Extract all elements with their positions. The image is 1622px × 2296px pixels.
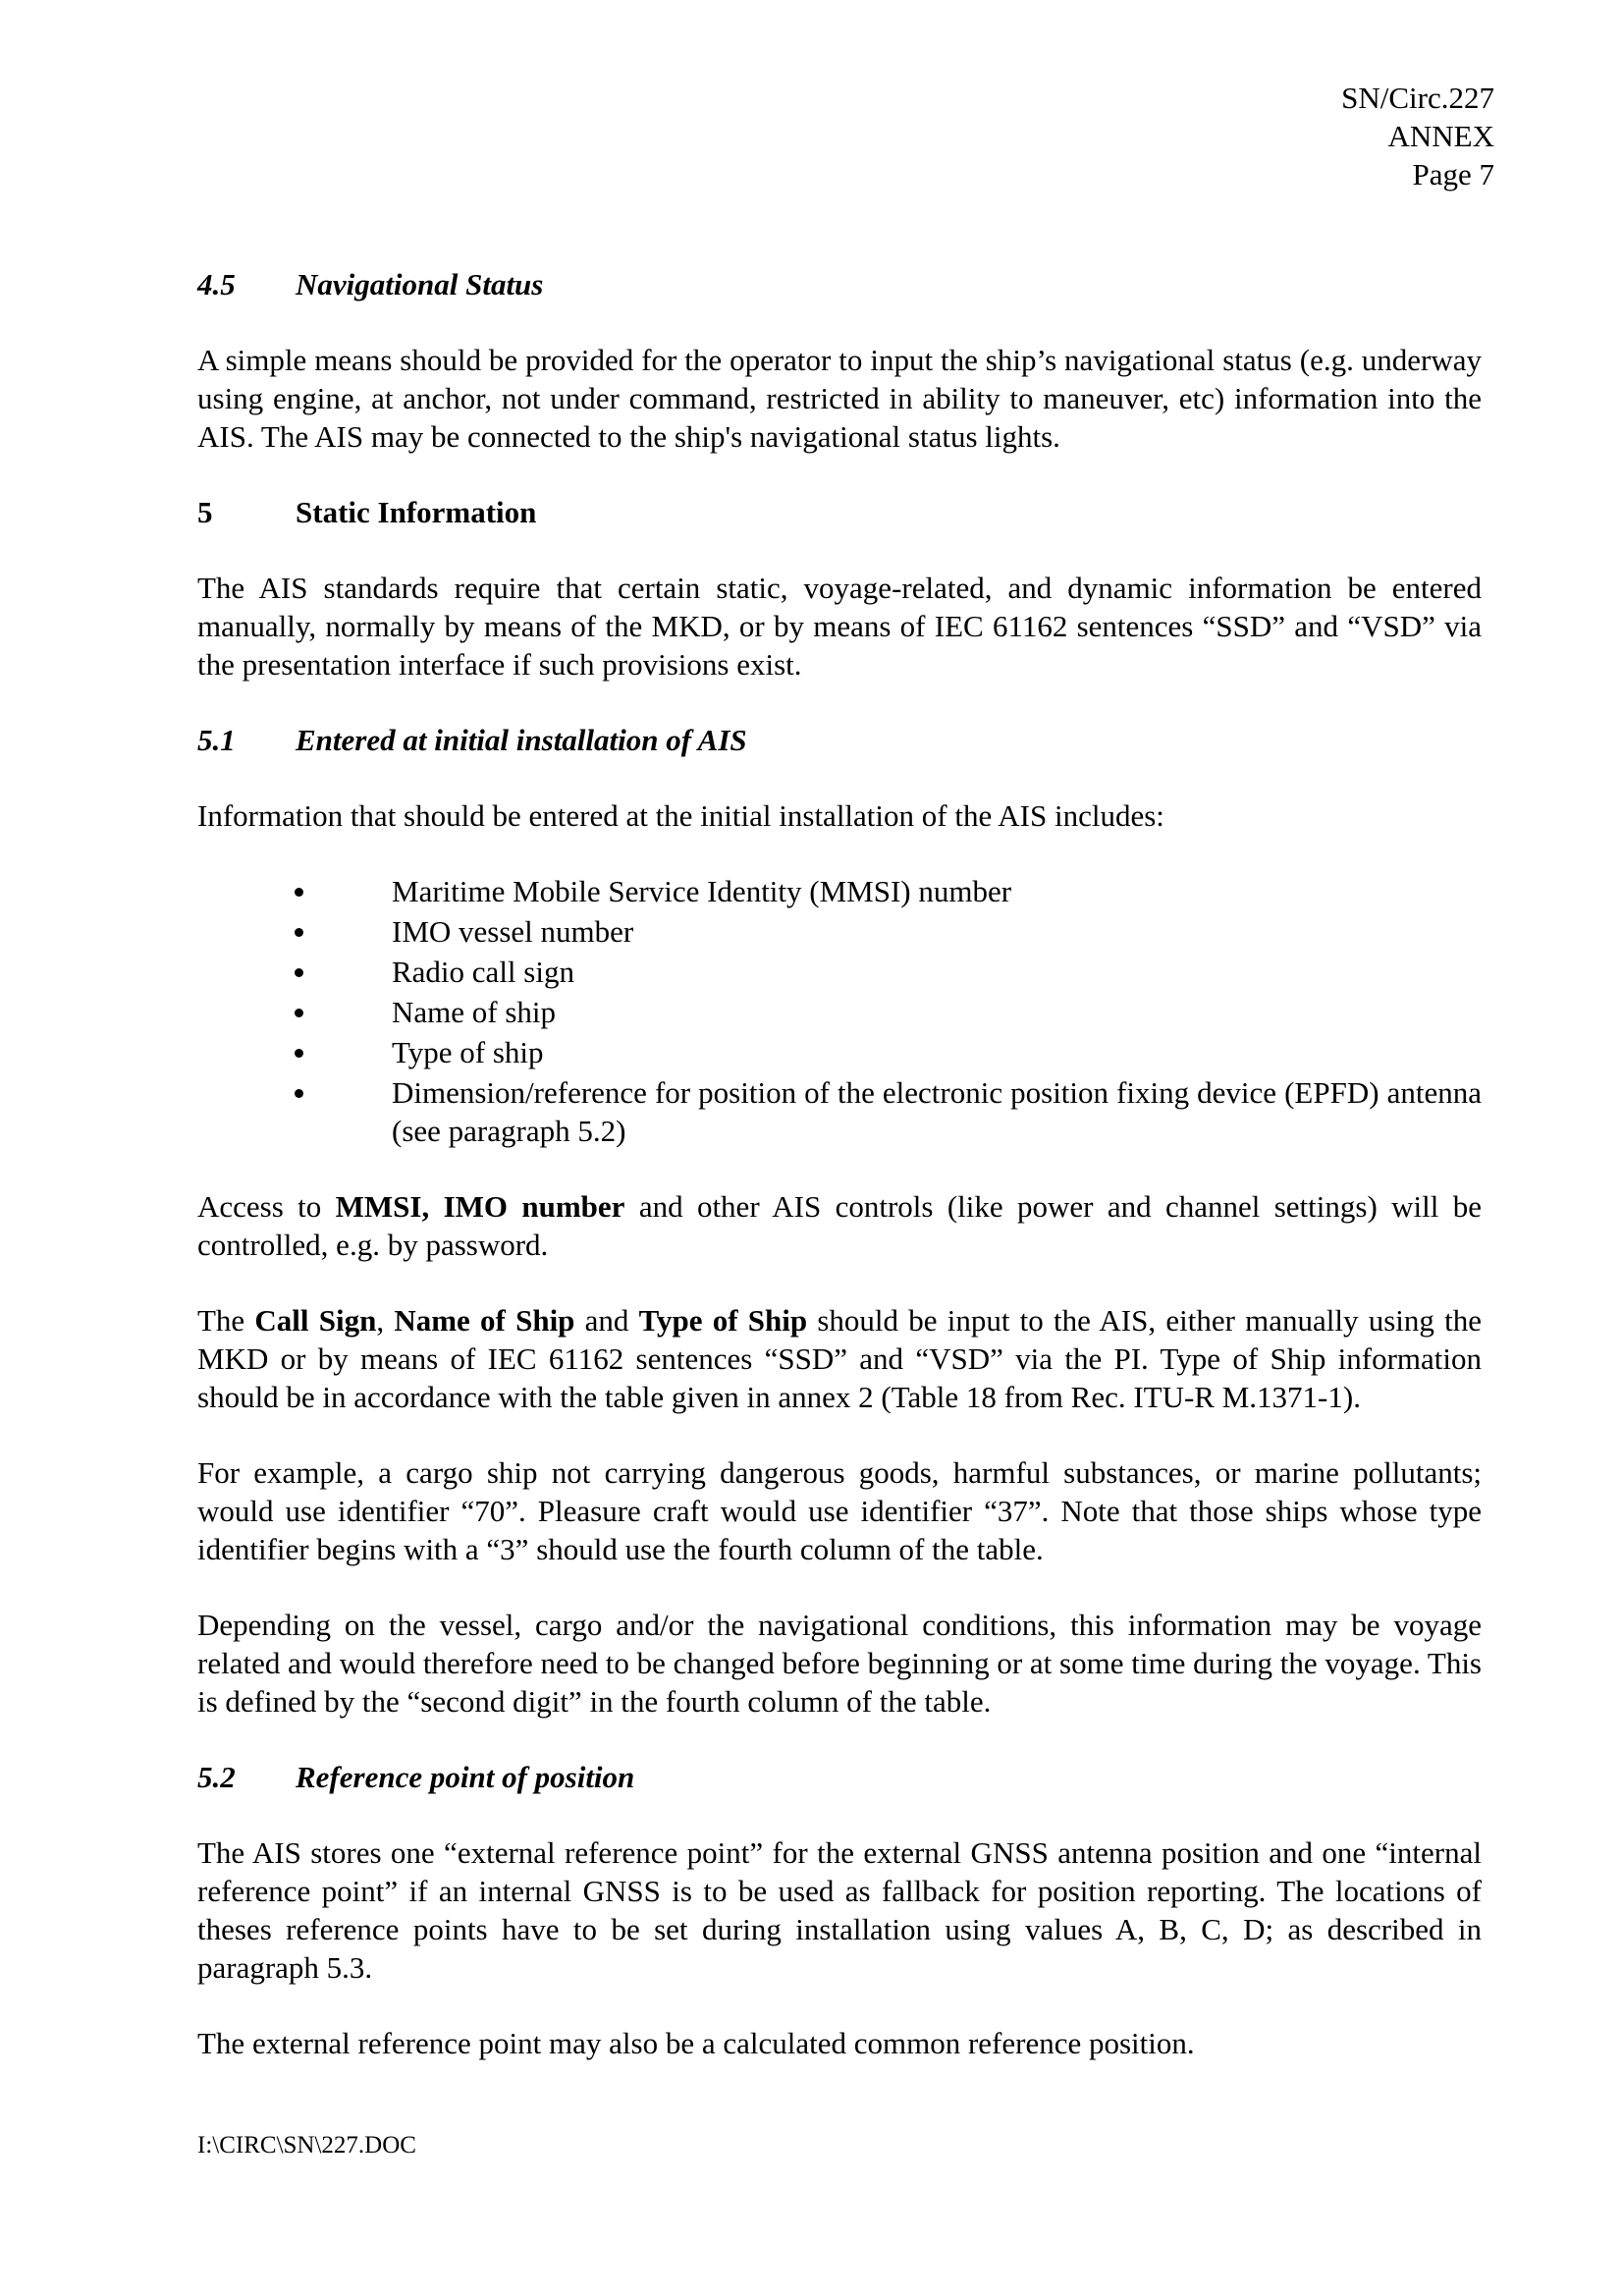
section-number: 4.5: [197, 267, 236, 301]
document-body: [197, 265, 1482, 2062]
header-circular-ref: SN/Circ.227: [1341, 81, 1494, 115]
section-heading-4-5: [197, 265, 1482, 303]
list-item: IMO vessel number: [197, 912, 1482, 951]
page-footer-path: I:\CIRC\SN\227.DOC: [197, 2132, 416, 2159]
header-annex: ANNEX: [1387, 119, 1494, 153]
paragraph-call-sign: The Call Sign, Name of Ship and Type of Ship should be input to the AIS, either manually using the MKD or by means of IEC 61162 sentences “SSD” and “VSD” via the PI. Type of Ship information should be in accordance with the table given in annex 2 (Table 18 from Rec. ITU-R M.1371-1).: [197, 1303, 1482, 1414]
section-number: 5.1: [197, 723, 236, 757]
paragraph-reference-points: The AIS stores one “external reference point” for the external GNSS antenna position and one “internal reference point” if an internal GNSS is to be used as fallback for position reporting. The locations of theses reference points have to be set during installation using values A, B, C, D; as described in paragraph 5.3.: [197, 1835, 1482, 1985]
section-heading-5-2: [197, 1758, 1482, 1796]
section-title: Entered at initial installation of AIS: [296, 723, 747, 757]
section-number: 5.2: [197, 1760, 236, 1794]
header-page-number: Page 7: [1412, 157, 1494, 191]
paragraph-static-information: The AIS standards require that certain static, voyage-related, and dynamic information be entered manually, normally by means of the MKD, or by means of IEC 61162 sentences “SSD” and “VSD” via the presentation interface if such provisions exist.: [197, 571, 1482, 682]
section-title: Reference point of position: [296, 1760, 635, 1794]
paragraph-example: For example, a cargo ship not carrying dangerous goods, harmful substances, or marine pollutants; would use identifier “70”. Pleasure craft would use identifier “37”. Note that those ships whose type identifier begins with a “3” should use the fourth column of the table.: [197, 1455, 1482, 1566]
bullet-icon: [197, 912, 392, 951]
paragraph-access-control: Access to MMSI, IMO number and other AIS controls (like power and channel settings) will be controlled, e.g. by password.: [197, 1189, 1483, 1262]
list-item: Dimension/reference for position of the electronic position fixing device (EPFD) antenna (see paragraph 5.2): [197, 1073, 1482, 1150]
section-heading-5: [197, 493, 1482, 531]
paragraph-navigational-status: A simple means should be provided for the operator to input the ship’s navigational status (e.g. underway using engine, at anchor, not under command, restricted in ability to maneuver, etc) information into the AIS. The AIS may be connected to the ship's navigational status lights.: [197, 343, 1482, 454]
list-item: Radio call sign: [197, 953, 1482, 991]
bullet-icon: [197, 1033, 392, 1071]
bullet-icon: [197, 953, 392, 991]
list-item: Maritime Mobile Service Identity (MMSI) number: [197, 872, 1482, 910]
list-item: Type of ship: [197, 1033, 1482, 1071]
paragraph-depending: Depending on the vessel, cargo and/or the navigational conditions, this information may be voyage related and would therefore need to be changed before beginning or at some time during the voyage. This is defined by the “second digit” in the fourth column of the table.: [197, 1608, 1482, 1719]
bullet-icon: [197, 872, 392, 910]
installation-items-list: [197, 872, 1482, 1150]
bullet-icon: [197, 1073, 392, 1150]
page-header: [1341, 79, 1494, 193]
paragraph-common-reference: The external reference point may also be a calculated common reference position.: [197, 2026, 1195, 2060]
bullet-icon: [197, 993, 392, 1031]
list-item: Name of ship: [197, 993, 1482, 1031]
section-title: Navigational Status: [296, 267, 544, 301]
paragraph-initial-installation-intro: Information that should be entered at the initial installation of the AIS includes:: [197, 798, 1164, 833]
section-title: Static Information: [296, 495, 537, 529]
section-heading-5-1: [197, 721, 1482, 759]
section-number: 5: [197, 495, 213, 529]
